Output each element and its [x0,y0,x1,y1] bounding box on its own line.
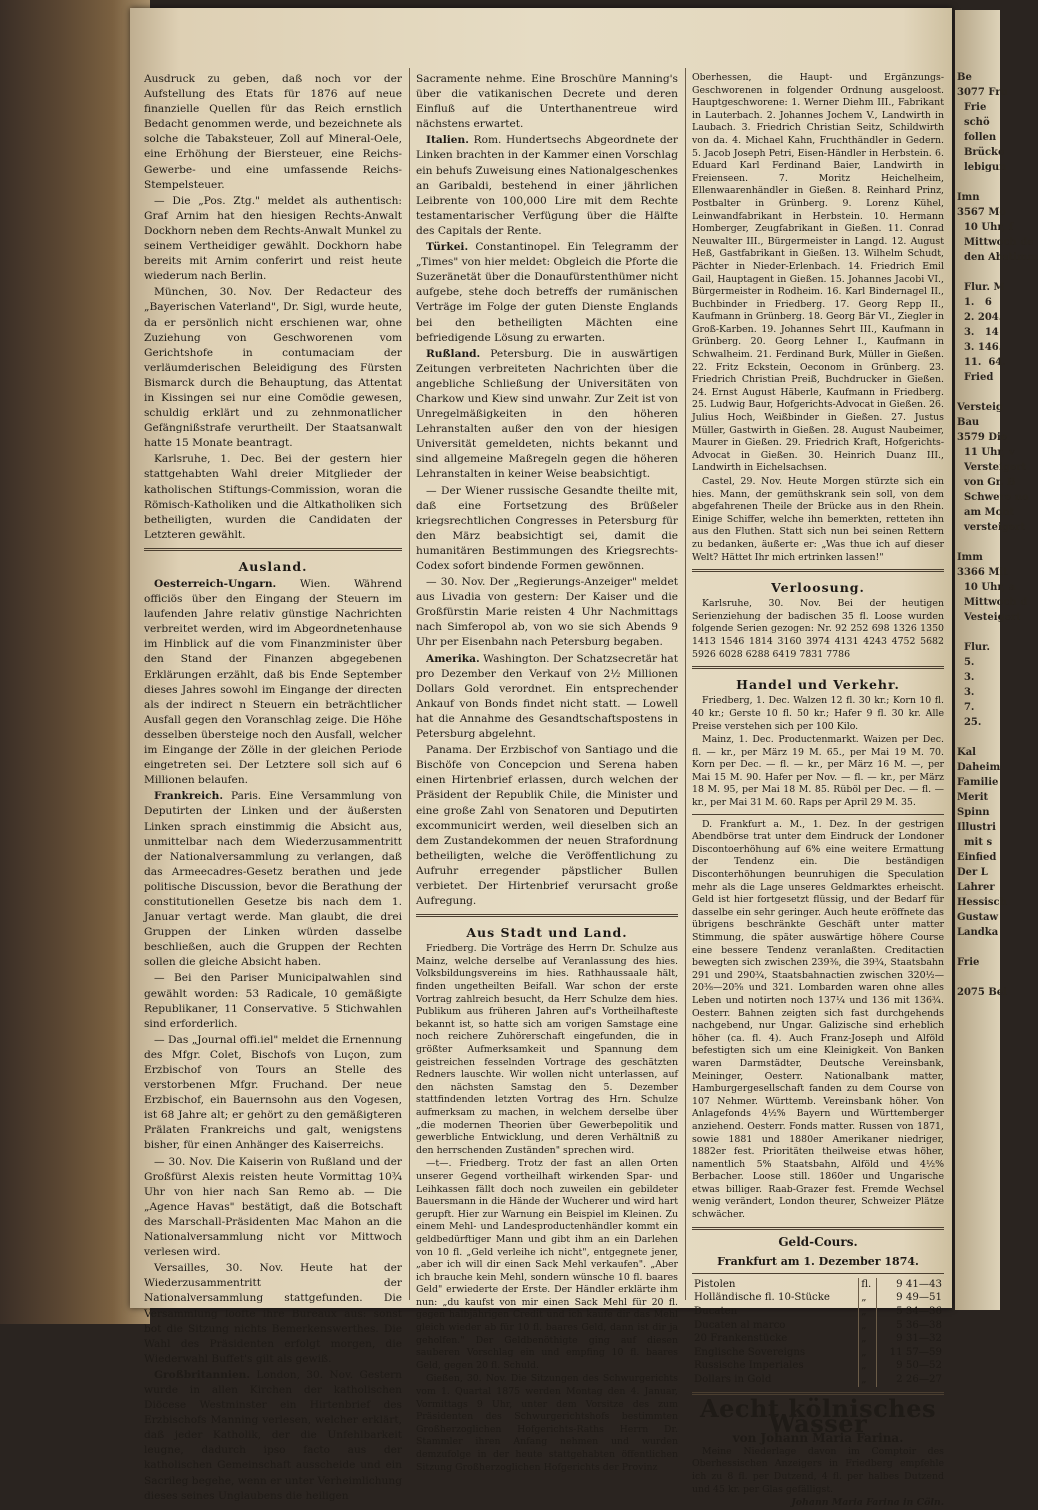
article-text: Frankreich. Paris. Eine Versammlung von Deputirten der Linken und der äußersten Linken sprach einstimmig die Absicht aus, unmittelbar nach dem Wiederzusammentritt der Nationalversammlung zu verlangen, daß das Armeecadres-Gesetz berathen und jede politische Discussion, bevor die Berathung der constitutionellen Gesetze bis nach dem 1. Januar vertagt werde. Man glaubt, die drei Gruppen der Linken würden dasselbe beschließen, auch die Gruppen der Rechten sollen die gleiche Absicht haben. [144,790,402,969]
article-text: Ausdruck zu geben, daß noch vor der Aufstellung des Etats für 1876 auf neue finanzielle Quellen für das Reich ernstlich Bedacht genommen werde, und bezeichnete als solche die Tabaksteuer, Zoll auf Mineral-Oele, eine Erhöhung der Biersteuer, eine Reichs-Gewerbe- und eine umfassende Reichs-Stempelsteuer. [144,73,402,191]
article-text: — Bei den Pariser Municipalwahlen sind gewählt worden: 53 Radicale, 10 gemäßigte Republikaner, 11 Conservative. 5 Stichwahlen sind erforderlich. [144,972,402,1030]
section-rule [416,914,678,917]
table-row [692,1332,944,1346]
column-divider [685,68,686,1300]
exchange-rate-table [692,1278,944,1387]
advertisement-signature: Johann Maria Farina in Cöln. [791,1497,944,1509]
article-text: Versailles, 30. Nov. Heute hat der Wiederzusammentritt der Nationalversammlung stattgefunden. Die Versammlung loofte ihre Bureaux aus: sonst bot die Sitzung nichts Bemerkenswerthes. Die Wahl des Präsidenten erfolgt morgen, die Wiederwahl Buffet's gilt als gewiß. [144,1262,402,1365]
advertisement-subtitle: von Johann Maria Farina. [732,1430,904,1445]
currency-name: Russische Imperiales [692,1359,859,1373]
article-text: — Der Wiener russische Gesandte theilte mit, daß eine Fortsetzung des Brüßeler kriegsrechtlichen Congresses in Petersburg für den März beabsichtigt sei, damit die humanitären Bestimmungen des Kriegsrechts-Codex sofort bindende Formen gewönnen. [416,484,678,572]
article-text: Karlsruhe, 30. Nov. Bei der heutigen Serienziehung der badischen 35 fl. Loose wurden folgende Serien gezogen: Nr. 92 252 698 1326 1350 1413 1546 1814 3160 3974 4131 4243 4752 5682 5926 6028 6288 6419 7831 7786 [692,598,944,660]
article-text: Friedberg, 1. Dec. Walzen 12 fl. 30 kr.; Korn 10 fl. 40 kr.; Gerste 10 fl. 50 kr.; Hafer 9 fl. 30 kr. Alle Preise verstehen sich per 100 Kilo. [692,695,944,732]
country-heading: Frankreich. [154,790,224,803]
country-heading: Italien. [426,134,469,147]
section-heading-stadt-und-land: Aus Stadt und Land. [466,925,628,941]
table-row [692,1278,944,1292]
adjacent-page-text: Be 3077 Fru Frie schö follen Brücke lebigun Imn 3567 Mo 10 Uhr, f Mittwoch de den Abstimm Flur. M 1. 6 2. 204. 3. 14 3. 146. 11. 64. Fried Versteig Bau 3579 Die 11 Uhr, v Versteigert von Gr. B Schwere no am Mont versteigert Imm 3366 Mit 10 Uhr, a Mittwoch d Vesteigert Flur. 5. 3. 3. 7. 25. Kal Daheim Familie Merit Spinn Illustri mit s Einfied Der L Lahrer Hessisch Gustaw Landka Frie 2075 Bei [957,72,1038,998]
article-text: Rußland. Petersburg. Die in auswärtigen Zeitungen verbreiteten Nachrichten über die angebliche Schließung der Universitäten von Charkow und Kiew sind unwahr. Zur Zeit ist von Unregelmäßigkeiten in den höheren Lehranstalten außer den von der hiesigen Universität gemeldeten, nichts bekannt und sind allgemeine Maßregeln gegen die höheren Lehranstalten in keiner Weise beabsichtigt. [416,347,678,481]
column-1 [144,72,402,1505]
jury-list [692,72,944,564]
article-text: — Die „Pos. Ztg." meldet als authentisch: Graf Arnim hat den hiesigen Rechts-Anwalt Dockhorn neben dem Rechts-Anwalt Munkel zu seinem Vertheidiger gewählt. Dockhorn habe bereits mit Arnim conferirt und reist heute wiederum nach Berlin. [144,194,402,283]
article-text: — 30. Nov. Die Kaiserin von Rußland und der Großfürst Alexis reisten heute Vormittag 10¾ Uhr von hier nach San Remo ab. — Die „Agence Havas" bestätigt, daß die Botschaft des Marschall-Präsidenten Mac Mahon an die Nationalversammlung nicht vor Mittwoch verlesen wird. [144,1155,402,1259]
currency-rate: 2 26—27 [896,1374,942,1385]
article-text: Gießen, 30. Nov. Die Sitzungen des Schwurgerichts vom 1. Quartal 1875 werden Montag den 4. Januar, Vormittags 9 Uhr, unter dem Vorsitze des zum Präsidenten des Schwurgerichtshofs bestimmten Großherzoglichen Hofgerichts-Raths Herrn Dr. Stammler ihren Anfang nehmen und wurden demzufolge in der heute stattgehabten öffentlichen Sitzung Großherzoglichen Hofgerichts der Provinz [416,1373,678,1473]
currency-rate: 5 34—36 [896,1306,942,1318]
article-text: — 30. Nov. Der „Regierungs-Anzeiger" meldet aus Livadia von gestern: Der Kaiser und die Großfürstin Marie reisten 4 Uhr Nachmittags nach Simferopol ab, von wo sie sich Abends 9 Uhr per Eisenbahn nach Petersburg begaben. [416,576,678,649]
currency-unit: „ [859,1319,877,1333]
column-divider [409,68,410,1300]
table-row [692,1291,944,1305]
country-heading: Oesterreich-Ungarn. [154,578,277,590]
currency-name: Pistolen [692,1278,859,1292]
article-text: Türkei. Constantinopel. Ein Telegramm der „Times" von hier meldet: Obgleich die Pforte die Suzeränetät über die Donaufürstenthümer nicht aufgebe, stehe doch betreffs der rumänischen Verträge im Folge der guten Dienste Englands bei den betheiligten Mächten eine befriedigende Lösung zu erwarten. [416,241,679,344]
article-text: Großbritannien. London, 30. Nov. Gestern wurde in allen Kirchen der katholischen Diöcese Westminster ein Hirtenbrief des Erzbischofs Manning verlesen, welcher erklärt, daß jeder Katholik, der die Unfehlbarkeit leugne, dadurch ipso facto aus der katholischen Gemeinschaft ausscheide und ein Sacrileg begehe, wenn er unter Verheimlichung dieses seines Unglaubens die heiligen [144,1368,402,1502]
column-3 [692,72,944,1510]
section-heading-handel: Handel und Verkehr. [736,677,900,693]
article-text: Castel, 29. Nov. Heute Morgen stürzte sich ein hies. Mann, der gemüthskrank sein soll, von dem abgefahrenen Theile der Brücke aus in den Rhein. Einige Schiffer, welche ihn bemerkten, retteten ihn aus den Fluthen. Statt sich nun bei seinen Rettern zu bedanken, äußerte er: „Was thue ich auf dieser Welt? Hättet Ihr mich ertrinken lassen!" [692,476,944,563]
country-heading: Rußland. [426,347,481,360]
currency-rate: 11 57—59 [889,1346,942,1358]
currency-rate: 9 31—32 [896,1333,942,1345]
section-rule [692,1273,944,1274]
country-heading: Großbritannien. [154,1368,251,1381]
currency-name: Holländische fl. 10-Stücke [692,1291,859,1305]
currency-unit: „ [859,1332,877,1346]
section-heading-verloosung: Verloosung. [771,580,865,596]
section-rule [144,548,402,551]
currency-name: Dollars in Gold [692,1373,859,1387]
book-spine [0,0,150,1324]
article-text: Mainz, 1. Dec. Productenmarkt. Waizen per Dec. fl. — kr., per März 19 M. 65., per Mai 19 M. 70. Korn per Dec. — fl. — kr., per März 16 M. —, per Mai 15 M. 90. Hafer per Nov. — fl. — kr., per März 18 M. 95, per Mai 18 M. 85. Rüböl per Dec. — fl. — kr., per Mai 31 M. 60. Raps per April 29 M. 35. [692,734,944,809]
currency-rate: 5 36—38 [896,1319,942,1331]
column-2 [416,72,678,1475]
country-heading: Türkei. [426,241,469,254]
table-row [692,1346,944,1360]
table-row [692,1305,944,1319]
currency-unit: „ [859,1346,877,1360]
currency-unit: fl. [859,1278,877,1292]
article-text: D. Frankfurt a. M., 1. Dez. In der gestrigen Abendbörse trat unter dem Eindruck der Londoner Discontoerhöhung auf 6% eine weitere Ermattung der Tendenz ein. Die beständigen Disconterhöhungen beunruhigen die Speculation mehr als die Lage unseres Geldmarktes erheischt. Geld ist hier fortgesetzt flüssig, und der Bedarf für dasselbe ein sehr geringer. Auch heute eröffnete das übrigens beschränkte Geschäft unter matter Stimmung, die später auswärtige höhere Course eine bessere Tendenz veranlaßten. Creditactien bewegten sich zwischen 239⅜, die 39¾, Staatsbahn 291 und 290¾, Staatsbahnactien zwischen 320½—20⅜—20⅝ und 321. Lombarden waren ohne alles Leben und notirten noch 137¼ und 136 mit 136¾. Oesterr. Bahnen zeigten sich fast durchgehends nachgebend, nur Ungar. Galizische sind erheblich höher (ca. fl. 4). Auch Franz-Joseph und Alföld befestigten sich um eine Kleinigkeit. Von Banken waren Darmstädter, Deutsche Vereinsbank, Meininger, Oesterr. Nationalbank matter, Hamburgergesellschaft fanden zu dem Course von 107 Nehmer. Württemb. Vereinsbank höher. Von Anlagefonds 4½% Bayern und Württemberger anziehend. Oesterr. Fonds matter. Russen von 1871, sowie 1881 und 1880er Amerikaner niedriger, 1882er fest. Prioritäten theilweise etwas höher, namentlich 5% Staatsbahn, Alföld und 4½% Berbacher. Loose still. 1860er und Ungarische etwas billiger. Raab-Grazer fest. Fremde Wechsel wenig verändert, London theurer, Schweizer Plätze schwächer. [692,818,944,1221]
currency-name: Englische Sovereigns [692,1346,859,1360]
currency-rate: 9 50—52 [896,1360,942,1372]
article-text: Sacramente nehme. Eine Broschüre Manning's über die vatikanischen Decrete und deren Einfluß auf die Unterthanentreue wird nächstens erwartet. [416,73,678,131]
article-text: Oesterreich-Ungarn. Wien. Während officiös über den Eingang der Steuern im laufenden Jahre relativ günstige Nachrichten verbreitet werden, wird im Abgeordnetenhause im Hinblick auf die vom Finanzminister über den Stand der Finanzen abgegebenen Erklärungen erzählt, daß bis Ende September dieses Jahres sowohl im Eingange der directen als der indirect n Steuern ein beträchtlicher Ausfall gegen den Voranschlag zeige. Die Höhe desselben übersteige noch den Ausfall, welcher im Eingange der Zölle in der gleichen Periode eingetreten sei. Der Letztere soll sich auf 6 Millionen belaufen. [144,578,403,787]
article-text: München, 30. Nov. Der Redacteur des „Bayerischen Vaterland", Dr. Sigl, wurde heute, da er persönlich nicht erschienen war, ohne Zuziehung von Geschworenen vom Gerichtshofe in contumaciam der verläumderischen Beleidigung des Fürsten Bismarck durch die Behauptung, das Attentat in Kissingen sei nur eine Comödie gewesen, schuldig erklärt und zu zehnmonatlicher Gefängnißstrafe verurtheilt. Der Staatsanwalt hatte 15 Monate beantragt. [144,286,402,450]
currency-unit: „ [859,1305,877,1319]
article-text: — Das „Journal offi.iel" meldet die Ernennung des Mfgr. Colet, Bischofs von Luçon, zum Erzbischof von Tours an Stelle des verstorbenen Mfgr. Fruchand. Der neue Erzbischof, ein Bauernsohn aus den Vogesen, ist 68 Jahre alt; er gehört zu den gemäßigteren Prälaten Frankreichs und galt, wenigstens bisher, für einen Anhänger des Kaiserreichs. [144,1033,402,1152]
advertisement-text: Meine Niederlage davon im Comptoir des Oberhessischen Anzeigers in Friedberg empfehle ich zu 8 fl. per Dutzend, 4 fl. per halbes Dutzend und 45 kr. per Glas gefälligst. [692,1445,944,1495]
currency-name: Ducaten al marco [692,1319,859,1333]
currency-unit: „ [859,1291,877,1305]
article-text: —t—. Friedberg. Trotz der fast an allen Orten unserer Gegend vortheilhaft wirkenden Spar- und Leihkassen fällt doch noch zuweilen ein gebildeter Bauersmann in die Hände der Wucherer und wird hart gerupft. Hier zur Warnung ein Beispiel im Kleinen. Zu einem Mehl- und Landesproductenhändler kommt ein geldbedürftiger Mann und gibt ihm an ein Darlehen von 10 fl. „Geld verleihe ich nicht", entgegnete jener, „aber ich will dir einen Sack Mehl verkaufen". „Aber ich brauche kein Mehl, sondern wünsche 10 fl. baares Geld" erwiederte der Erste. Der Händler erklärte ihm nun: „du kaufst von mir einen Sack Mehl für 20 fl. gegen halbjährigen Credit und ich kaufe dir das Mehl gleich wieder ab für 10 fl. baares Geld, dann ist dir ja geholfen." Der Geldbenöthigte ging auf diesen sauberen Vorschlag ein und empfing 10 fl. baares Geld, gegen 20 fl. Schuld. [416,1158,678,1371]
currency-unit: „ [859,1373,877,1387]
currency-name: 20 Frankenstücke [692,1332,859,1346]
article-text: Panama. Der Erzbischof von Santiago und die Bischöfe von Concepcion und Serena haben einen Hirtenbrief erlassen, durch welchen der Präsident der Republik Chile, die Minister und eine große Zahl von Senatoren und Deputirten excommunicirt werden, weil dieselben sich an dem Zustandekommen der neuen Strafordnung betheiligten, welche die Veröffentlichung zu Aufruhr erregender päpstlicher Bullen verbietet. Der Hirtenbrief verursacht große Aufregung. [416,744,678,908]
article-text: Friedberg. Die Vorträge des Herrn Dr. Schulze aus Mainz, welche derselbe auf Veranlassung des hies. Volksbildungsvereins im hies. Rathhaussaale hält, finden ungetheilten Beifall. War schon der erste Vortrag zahlreich besucht, da Herr Schulze dem hies. Publikum aus früheren Jahren auf's Vortheilhafteste bekannt ist, so hatte sich am vorigen Samstage eine noch reichere Zuhörerschaft eingefunden, die in größter Aufmerksamkeit und Spannung dem geistreichen fesselnden Vortrage des geschätzten Redners lauschte. Wir wollen nicht unterlassen, auf den nächsten Samstag den 5. Dezember stattfindenden letzten Vortrag des Hrn. Schulze aufmerksam zu machen, in welchem derselbe über „die modernen Theorien über Gewerbepolitik und gewerbliche Entwicklung, und deren Verhältniß zu den herrschenden Zuständen" sprechen wird. [416,943,678,1156]
currency-rate: 9 49—51 [896,1292,942,1304]
section-rule [692,569,944,572]
country-heading: Amerika. [426,652,480,665]
currency-rate: 9 41—43 [896,1278,942,1290]
table-row [692,1359,944,1373]
advertisement-title: Aecht kölnisches Wasser [699,1393,937,1438]
newspaper-page [130,8,952,1509]
table-row [692,1373,944,1387]
currency-unit: „ [859,1359,877,1373]
adjacent-page-edge [955,10,1038,1310]
section-heading-geld-cours: Geld-Cours. [778,1234,858,1249]
article-text: Italien. Rom. Hundertsechs Abgeordnete der Linken brachten in der Kammer einen Vorschlag ein behufs Zuweisung eines Nationalgeschenkes an Garibaldi, bestehend in einer jährlichen Leibrente von 100,000 Lire mit dem Rechte testamentarischer Verfügung über die Hälfte des Capitals der Rente. [416,134,678,237]
section-rule [692,666,944,669]
section-rule [692,1227,944,1230]
section-heading-ausland: Ausland. [238,558,308,574]
geld-cours-date: Frankfurt am 1. Dezember 1874. [717,1254,919,1268]
section-rule [692,814,944,815]
local-news [416,943,678,1474]
table-row [692,1319,944,1333]
article-text: Amerika. Washington. Der Schatzsecretär hat pro Dezember den Verkauf von 2½ Millionen Dollars Gold verordnet. Ein entsprechender Ankauf von Bonds findet nicht statt. — Lowell hat die Annahme des Gesandtschaftspostens in Petersburg abgelehnt. [416,652,678,741]
article-text: Oberhessen, die Haupt- und Ergänzungs-Geschworenen in folgender Ordnung ausgeloost. Hauptgeschworene: 1. Werner Diehm III., Fabrikant in Lauterbach. 2. Johannes Jochem V., Landwirth in Laubach. 3. Friedrich Christian Seitz, Schildwirth von da. 4. Michael Kahn, Fruchthändler in Gedern. 5. Jacob Joseph Petri, Eisen-Händler in Herbstein. 6. Eduard Karl Ferdinand Baier, Landwirth in Freienseen. 7. Moritz Heichelheim, Ellenwaarenhändler in Gießen. 8. Reinhard Prinz, Postbalter in Grünberg. 9. Lorenz Kühel, Leinwandfabrikant in Herbstein. 10. Hermann Homberger, Zeugfabrikant in Gießen. 11. Conrad Neuwalter III., Bürgermeister in Langd. 12. August Heß, Gastfabrikant in Gießen. 13. Wilhelm Schudt, Pächter in Nieder-Erlenbach. 14. Friedrich Emil Gail, Hauptagent in Gießen. 15. Johannes Jacobi VI., Bürgermeister in Rodheim. 16. Karl Bindernagel II., Buchbinder in Friedberg. 17. Georg Repp II., Kaufmann in Grünberg. 18. Georg Bär VI., Ziegler in Groß-Karben. 19. Johannes Sehrt III., Kaufmann in Grünberg. 20. Georg Lehner I., Kaufmann in Schwalheim. 21. Ferdinand Burk, Müller in Gießen. 22. Fritz Eckstein, Oeconom in Grünberg. 23. Friedrich Christian Preiß, Buchdrucker in Gießen. 24. Ernst August Häberle, Kaufmann in Friedberg. 25. Ludwig Baur, Hofgerichts-Advocat in Gießen. 26. Julius Hoch, Weißbinder in Gießen. 27. Justus Müller, Gastwirth in Gießen. 28. August Naubeimer, Maurer in Gießen. 29. Friedrich Kraft, Hofgerichts-Advocat in Gießen. 30. Heinrich Duanz III., Landwirth in Eichelsachsen. [692,72,944,474]
currency-name: Ducaten [692,1305,859,1319]
article-text: Karlsruhe, 1. Dec. Bei der gestern hier stattgehabten Wahl dreier Mitglieder der katholischen Stiftungs-Commission, woran die Römisch-Katholiken und die Altkatholiken sich betheiligten, wurden die Candidaten der Letzteren gewählt. [144,453,402,541]
